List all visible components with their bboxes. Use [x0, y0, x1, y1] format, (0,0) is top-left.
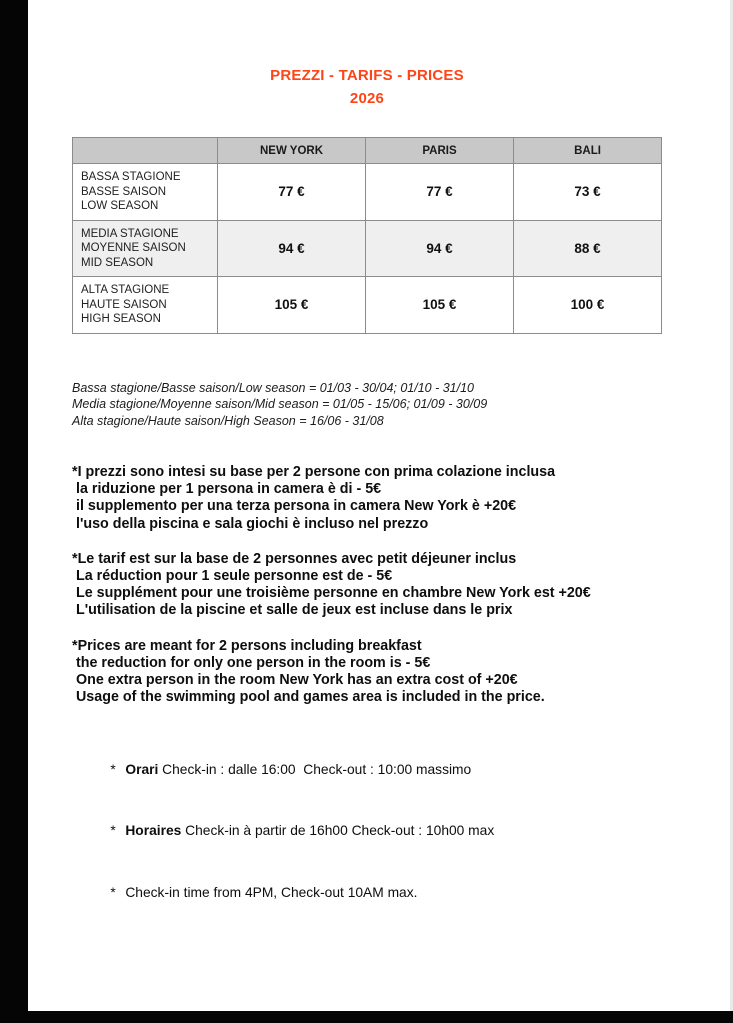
table-row-high-season — [73, 277, 662, 334]
season-label-line: HIGH SEASON — [81, 313, 161, 325]
note-block-french — [72, 551, 662, 620]
note-line: Le supplément pour une troisième personne en chambre New York est +20€ — [72, 585, 591, 602]
season-label-line: LOW SEASON — [81, 200, 159, 212]
price-cell-newyork-high: 105 € — [218, 277, 366, 334]
header-new-york: NEW YORK — [218, 138, 366, 164]
page-content — [72, 0, 662, 924]
table-row-low-season — [73, 164, 662, 221]
note-block-italian — [72, 464, 662, 533]
season-dates-mid: Media stagione/Moyenne saison/Mid season = 01/05 - 15/06; 01/09 - 30/09 — [72, 397, 488, 411]
season-label-line: MOYENNE SAISON — [81, 242, 186, 254]
table-row-mid-season — [73, 220, 662, 277]
note-line: *Le tarif est sur la base de 2 personnes avec petit déjeuner inclus — [72, 550, 517, 567]
season-label-cell — [73, 277, 218, 334]
bullet: * — [110, 884, 116, 900]
header-bali: BALI — [514, 138, 662, 164]
notes-section — [72, 464, 662, 706]
note-line: Usage of the swimming pool and games area is included in the price. — [72, 689, 545, 706]
season-dates-low: Bassa stagione/Basse saison/Low season = 01/03 - 30/04; 01/10 - 31/10 — [72, 380, 475, 395]
season-dates-section — [72, 380, 662, 430]
price-cell-paris-mid: 94 € — [366, 220, 514, 277]
note-line: la riduzione per 1 persona in camera è di - 5€ — [72, 481, 382, 498]
checkin-line-french — [72, 801, 662, 863]
note-line: l'uso della piscina e sala giochi è incluso nel prezzo — [72, 515, 429, 532]
bullet: * — [110, 761, 116, 777]
note-line: La réduction pour 1 seule personne est de - 5€ — [72, 568, 393, 585]
season-label-line: MID SEASON — [81, 256, 154, 269]
checkin-text: Check-in à partir de 16h00 Check-out : 10h00 max — [181, 823, 495, 839]
price-cell-bali-low: 73 € — [514, 164, 662, 221]
checkin-line-italian — [72, 739, 662, 801]
season-label-line: BASSA STAGIONE — [81, 171, 181, 183]
title-line-1: PREZZI - TARIFS - PRICES — [270, 67, 464, 84]
price-cell-newyork-mid: 94 € — [218, 220, 366, 277]
checkin-bold-label: Horaires — [125, 823, 182, 839]
note-line: il supplemento per una terza persona in camera New York è +20€ — [72, 498, 517, 515]
note-line: *I prezzi sono intesi su base per 2 persone con prima colazione inclusa — [72, 464, 556, 480]
price-cell-newyork-low: 77 € — [218, 164, 366, 221]
note-line: L'utilisation de la piscine et salle de jeux est incluse dans le prix — [72, 602, 513, 619]
title-line-2: 2026 — [349, 90, 385, 107]
season-label-line: HAUTE SAISON — [81, 298, 167, 311]
season-label-line: BASSE SAISON — [81, 185, 167, 198]
season-label-cell — [73, 220, 218, 277]
checkin-bold-label: Orari — [125, 761, 159, 777]
season-dates-high: Alta stagione/Haute saison/High Season = 16/06 - 31/08 — [72, 413, 384, 428]
note-line: One extra person in the room New York has an extra cost of +20€ — [72, 672, 518, 689]
header-paris: PARIS — [366, 138, 514, 164]
checkin-text: Check-in : dalle 16:00 Check-out : 10:00 massimo — [158, 761, 472, 777]
header-empty-cell — [73, 138, 218, 164]
price-cell-bali-high: 100 € — [514, 277, 662, 334]
checkin-line-english — [72, 862, 662, 924]
price-cell-paris-low: 77 € — [366, 164, 514, 221]
price-cell-bali-mid: 88 € — [514, 220, 662, 277]
note-line: the reduction for only one person in the room is - 5€ — [72, 654, 431, 671]
price-table — [72, 137, 662, 334]
season-label-line: MEDIA STAGIONE — [81, 227, 179, 240]
price-cell-paris-high: 105 € — [366, 277, 514, 334]
checkin-section — [72, 739, 662, 924]
document-page — [28, 0, 733, 1011]
checkin-text: Check-in time from 4PM, Check-out 10AM max. — [125, 884, 418, 900]
table-header-row — [73, 138, 662, 164]
season-label-cell — [73, 164, 218, 221]
note-block-english — [72, 638, 662, 707]
bullet: * — [110, 823, 116, 839]
page-title — [72, 0, 662, 110]
note-line: *Prices are meant for 2 persons including breakfast — [72, 637, 422, 654]
season-label-line: ALTA STAGIONE — [81, 284, 170, 296]
